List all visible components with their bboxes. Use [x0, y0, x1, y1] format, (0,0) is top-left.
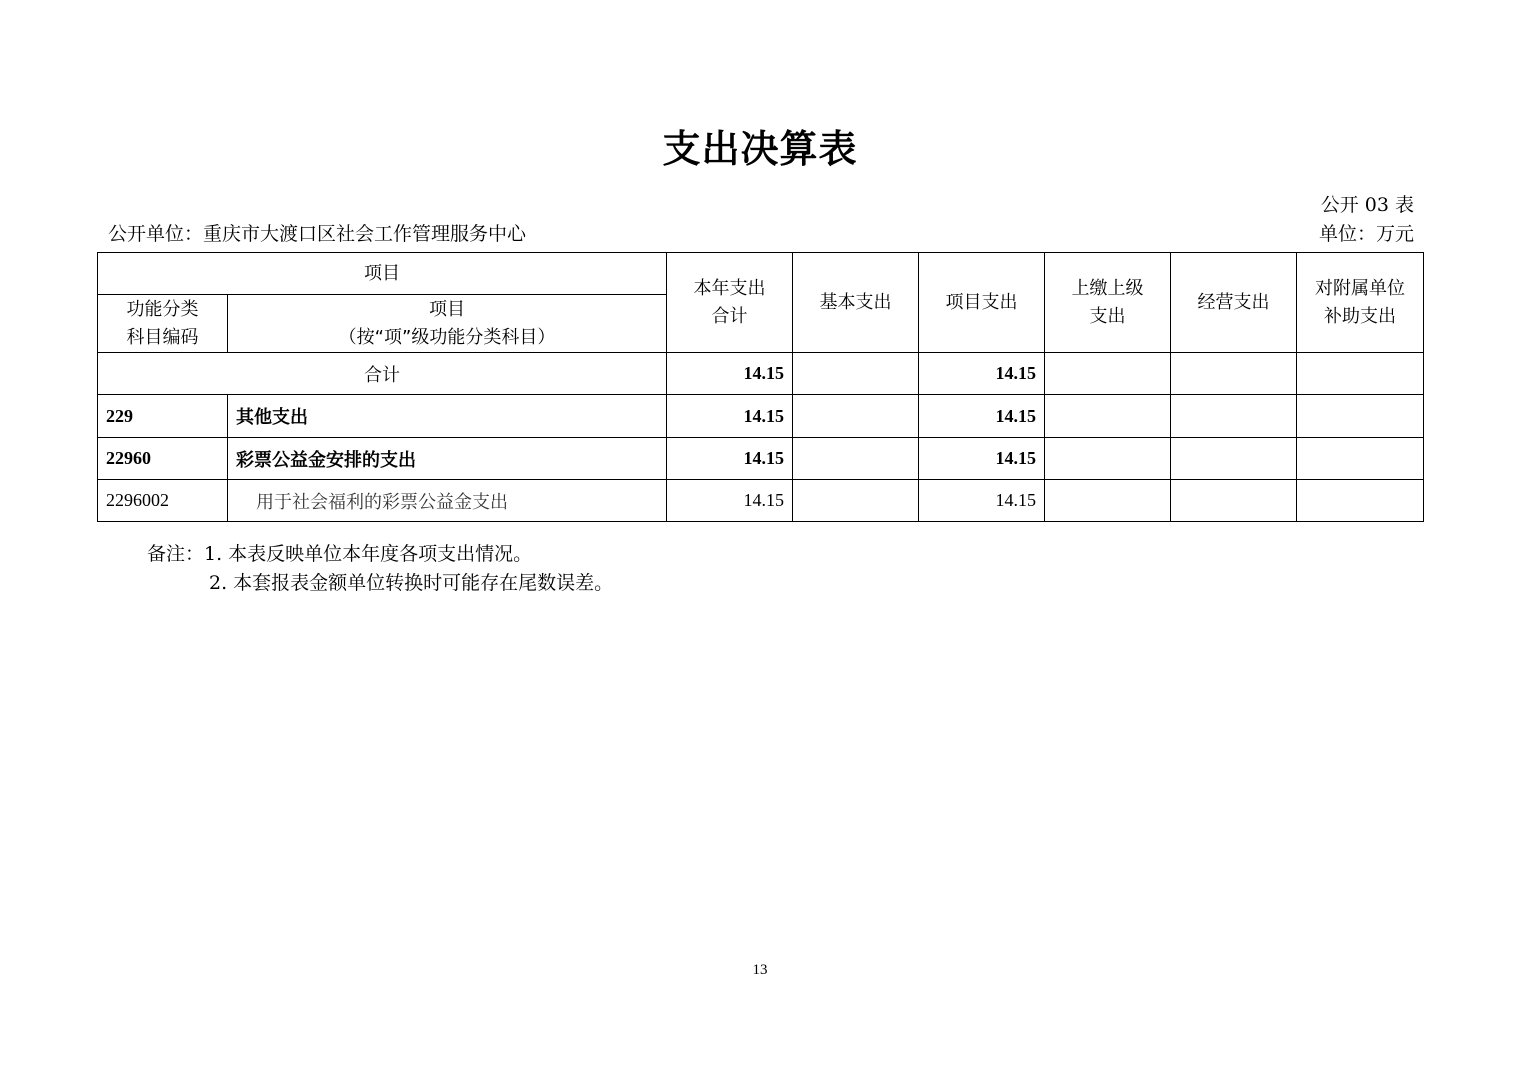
row-basic [793, 480, 919, 522]
row-project: 14.15 [919, 395, 1045, 438]
total-cell-subsidy [1297, 353, 1424, 395]
row-code: 22960 [98, 438, 228, 480]
header-upper: 上缴上级 支出 [1045, 253, 1171, 353]
page-title: 支出决算表 [662, 127, 858, 171]
row-total: 14.15 [667, 480, 793, 522]
form-number: 公开 03 表 [1320, 194, 1414, 216]
total-cell-upper [1045, 353, 1171, 395]
header-subsidy: 对附属单位 补助支出 [1297, 253, 1424, 353]
total-cell-total: 14.15 [667, 353, 793, 395]
header-project: 项目支出 [919, 253, 1045, 353]
row-project: 14.15 [919, 480, 1045, 522]
row-subsidy [1297, 395, 1424, 438]
row-subsidy [1297, 438, 1424, 480]
expenditure-table [97, 252, 1424, 522]
row-upper [1045, 438, 1171, 480]
row-total: 14.15 [667, 395, 793, 438]
header-group-item: 项目 [98, 253, 667, 295]
row-business [1171, 480, 1297, 522]
notes [147, 540, 613, 598]
row-name: 其他支出 [228, 395, 667, 438]
row-project: 14.15 [919, 438, 1045, 480]
row-upper [1045, 480, 1171, 522]
row-business [1171, 438, 1297, 480]
table-row [98, 438, 1424, 480]
currency-unit: 单位：万元 [1318, 223, 1414, 245]
reporting-unit: 公开单位：重庆市大渡口区社会工作管理服务中心 [108, 223, 527, 245]
table-row [98, 480, 1424, 522]
header-business: 经营支出 [1171, 253, 1297, 353]
row-subsidy [1297, 480, 1424, 522]
row-total: 14.15 [667, 438, 793, 480]
total-row [98, 353, 1424, 395]
header-basic: 基本支出 [793, 253, 919, 353]
note-line-2: 2. 本套报表金额单位转换时可能存在尾数误差。 [209, 572, 614, 594]
row-basic [793, 395, 919, 438]
header-total: 本年支出 合计 [667, 253, 793, 353]
row-basic [793, 438, 919, 480]
total-label: 合计 [98, 353, 667, 395]
row-business [1171, 395, 1297, 438]
header-item: 项目 （按“项”级功能分类科目） [228, 295, 667, 353]
table-row [98, 395, 1424, 438]
row-code: 2296002 [98, 480, 228, 522]
row-code: 229 [98, 395, 228, 438]
note-line-1: 备注：1. 本表反映单位本年度各项支出情况。 [147, 543, 533, 565]
total-cell-project: 14.15 [919, 353, 1045, 395]
row-name: 彩票公益金安排的支出 [228, 438, 667, 480]
page-number: 13 [752, 962, 768, 978]
row-upper [1045, 395, 1171, 438]
total-cell-basic [793, 353, 919, 395]
total-cell-business [1171, 353, 1297, 395]
header-code: 功能分类 科目编码 [98, 295, 228, 353]
row-name: 用于社会福利的彩票公益金支出 [228, 480, 667, 522]
